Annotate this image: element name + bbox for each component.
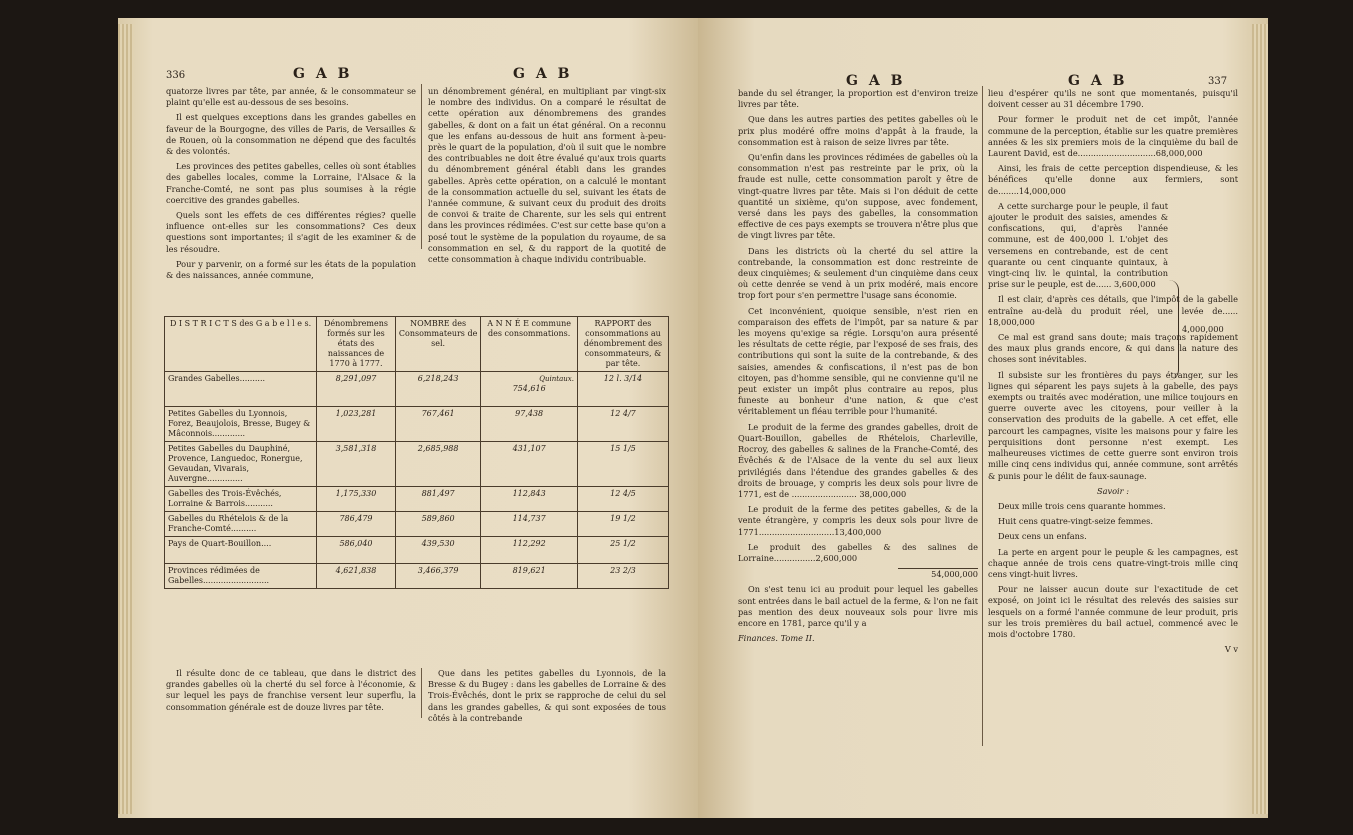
footer-volume: Finances. Tome II.: [738, 633, 815, 644]
paragraph: Que dans les petites gabelles du Lyonnois, de la Bresse & du Bugey : dans les gabelles de Lorraine & des Trois-Évêchés, dont le prix se rapproche de celui du sel dans les grandes gabelles, & qui sont exposées de tous côtés à la contrebande: [428, 668, 666, 723]
paragraph: Ce mal est grand sans doute; mais traçons rapidement des maux plus grands encore, & qui dans la nature des choses sont inévitables.: [988, 332, 1238, 365]
cell: 8,291,097: [317, 372, 396, 407]
cell: 12 4/5: [577, 487, 668, 512]
cell: 4,621,838: [317, 564, 396, 589]
cell: Petites Gabelles du Dauphiné, Provence, Languedoc, Ronergue, Gevaudan, Vivarais, Auvergne..............: [165, 442, 317, 487]
total-value: 54,000,000: [898, 568, 978, 580]
table-row: [165, 407, 669, 442]
page-number-left: 336: [166, 70, 186, 81]
cell: 2,685,988: [395, 442, 480, 487]
list-item: Huit cens quatre-vingt-seize femmes.: [998, 516, 1153, 527]
table-row: [165, 372, 669, 407]
cell: Gabelles des Trois-Évêchés, Lorraine & Barrois...........: [165, 487, 317, 512]
unit-note: Quintaux.: [539, 375, 574, 383]
running-head-right: G A B: [1068, 73, 1128, 89]
cell: 3,466,379: [395, 564, 480, 589]
cell: Gabelles du Rhételois & de la Franche-Comté..........: [165, 512, 317, 537]
paragraph: lieu d'espérer qu'ils ne sont que momentanés, puisqu'il doivent cesser au 31 décembre 1790.: [988, 88, 1238, 110]
cell: 589,860: [395, 512, 480, 537]
right-col2-text: [988, 88, 1238, 659]
paragraph: Le produit de la ferme des petites gabelles, & de la vente étrangère, y compris les deux sols pour livre de 1771.............................13,400,000: [738, 504, 978, 537]
paragraph: A cette surcharge pour le peuple, il faut ajouter le produit des saisies, amendes & confiscations, qui, d'après l'année commune, est de 400,000 l. L'objet des versemens en contrebande, est de cent quarante ou cent cinquante quintaux, à vingt-cinq liv. le quintal, la contribution prise sur le peuple, est de...... 3,600,000: [988, 200, 1168, 290]
header-annee: A N N É E commune des consommations.: [481, 317, 578, 372]
brace-total: 4,000,000: [1182, 324, 1224, 334]
cell: 112,843: [481, 487, 578, 512]
cell: 23 2/3: [577, 564, 668, 589]
list-item: Deux mille trois cens quarante hommes.: [998, 500, 1166, 511]
page-edge-right: [1252, 24, 1268, 814]
left-col1-text: [166, 86, 416, 285]
left-col2-text: [428, 86, 666, 269]
header-nombre: NOMBRE des Consommateurs de sel.: [395, 317, 480, 372]
districts-table: [164, 316, 669, 589]
paragraph: Il résulte donc de ce tableau, que dans le district des grandes gabelles où la cherté du sel force à l'économie, & sur lequel les pays de franchise versent leur superflu, la consommation générale est de douze livres par tête.: [166, 668, 416, 712]
signature-mark: V v: [1224, 644, 1238, 655]
cell: 767,461: [395, 407, 480, 442]
left-page: [118, 18, 698, 818]
cell: Petites Gabelles du Lyonnois, Forez, Beaujolois, Bresse, Bugey & Mâconnois.............: [165, 407, 317, 442]
table-row: [165, 512, 669, 537]
cell: 114,737: [481, 512, 578, 537]
cell: 12 l. 3/14: [577, 372, 668, 407]
paragraph: Que dans les autres parties des petites gabelles où le prix plus modéré offre moins d'appât à la fraude, la consommation est à raison de seize livres par tête.: [738, 114, 978, 147]
list-title: Savoir :: [1097, 485, 1129, 496]
paragraph: Il est quelques exceptions dans les grandes gabelles en faveur de la Bourgogne, des villes de Paris, de Versailles & de Rouen, où la consommation ne dépend que des facultés & des volontés.: [166, 112, 416, 157]
cell: 3,581,318: [317, 442, 396, 487]
header-districts: D I S T R I C T S des G a b e l l e s.: [165, 317, 317, 372]
header-rapport: RAPPORT des consommations au dénombrement des consommateurs, & par tête.: [577, 317, 668, 372]
table-header-row: [165, 317, 669, 372]
column-rule: [982, 86, 983, 746]
paragraph: Le produit des gabelles & des salines de Lorraine................2,600,000: [738, 541, 978, 563]
cell: 112,292: [481, 537, 578, 564]
cell: 1,175,330: [317, 487, 396, 512]
cell: 6,218,243: [395, 372, 480, 407]
right-page: [698, 18, 1268, 818]
column-rule: [421, 668, 422, 718]
paragraph: Pour ne laisser aucun doute sur l'exactitude de cet exposé, on joint ici le résultat des relevés des saisies sur lesquels on a formé l'année commune de leur produit, pris sur les trois premières du bail actuel, commencé avec le mois d'octobre 1780.: [988, 584, 1238, 639]
paragraph: Dans les districts où la cherté du sel attire la contrebande, la consommation est donc restreinte de deux cinquièmes; & seulement d'un cinquième dans ceux où cette denrée se vend à un prix modéré, mais encore trop fort pour s'en permettre l'usage sans économie.: [738, 245, 978, 301]
paragraph: On s'est tenu ici au produit pour lequel les gabelles sont entrées dans le bail actuel de la ferme, & l'on ne fait pas mention des deux nouveaux sols pour livre mis encore en 1781, parce qu'il y a: [738, 584, 978, 628]
paragraph: Ainsi, les frais de cette perception dispendieuse, & les bénéfices qu'elle donne aux fermiers, sont de........14,000,000: [988, 163, 1238, 196]
cell: 19 1/2: [577, 512, 668, 537]
cell: 97,438: [481, 407, 578, 442]
cell: Provinces rédimées de Gabelles..........................: [165, 564, 317, 589]
list-item: Deux cens un enfans.: [998, 531, 1087, 542]
cell: [165, 372, 317, 407]
cell: 431,107: [481, 442, 578, 487]
cell: 12 4/7: [577, 407, 668, 442]
table-row: [165, 564, 669, 589]
paragraph: bande du sel étranger, la proportion est d'environ treize livres par tête.: [738, 88, 978, 110]
column-rule: [421, 84, 422, 249]
cell: 586,040: [317, 537, 396, 564]
cell: [481, 372, 578, 407]
cell: 25 1/2: [577, 537, 668, 564]
page-number-right: 337: [1208, 76, 1228, 87]
cell: 819,621: [481, 564, 578, 589]
running-head-left: G A B: [293, 66, 353, 82]
paragraph: Pour former le produit net de cet impôt, l'année commune de la perception, établie sur les quatre premières années & les six premiers mois de la cinquième du bail de Laurent David, est de..............................68,000,000: [988, 114, 1238, 159]
cell-text: 754,616: [512, 384, 546, 393]
cell: 881,497: [395, 487, 480, 512]
table-row: [165, 537, 669, 564]
table-row: [165, 487, 669, 512]
paragraph: Il subsiste sur les frontières du pays étranger, sur les lignes qui séparent les pays sujets à la gabelle, des pays exempts ou traités avec modération, une milice toujours en guerre ouverte avec les citoyens, pour veiller à la conservation des produits de la gabelle. A cet effet, elle parcourt les campagnes, visite les maisons pour y faire les perquisitions dont personne n'est exempt. Les malheureuses victimes de cette guerre sont environ trois mille cinq cens individus qui, année commune, sont arrêtés & punis pour le délit de faux-saunage.: [988, 369, 1238, 481]
left-bottom-col1: [166, 668, 416, 717]
cell: 1,023,281: [317, 407, 396, 442]
cell: Pays de Quart-Bouillon....: [165, 537, 317, 564]
paragraph: Il est clair, d'après ces détails, que l'impôt de la gabelle entraîne au-delà du produit réel, une levée de...... 18,000,000: [988, 294, 1238, 327]
brace: [1168, 280, 1179, 380]
paragraph: Le produit de la ferme des grandes gabelles, droit de Quart-Bouillon, gabelles de Rhételois, Charleville, Rocroy, des gabelles & salines de la Franche-Comté, des Évêchés & de l'Alsace de la vente du sel aux lieux privilégiés dans l'étendue des grandes gabelles & des droits de brouage, y compris les deux sols pour livre de 1771, est de ......................... 38,000,000: [738, 421, 978, 499]
cell: 439,530: [395, 537, 480, 564]
paragraph: Pour y parvenir, on a formé sur les états de la population & des naissances, année commune,: [166, 258, 416, 281]
paragraph: Quels sont les effets de ces différentes régies? quelle influence ont-elles sur les consommations? Ces deux questions sont importantes; il s'agit de les examiner & de les résoudre.: [166, 210, 416, 254]
right-col1-text: [738, 88, 978, 648]
table-row: [165, 442, 669, 487]
header-denombremens: Dénombremens formés sur les états des naissances de 1770 à 1777.: [317, 317, 396, 372]
page-edge-left: [118, 24, 134, 814]
cell: 786,479: [317, 512, 396, 537]
cell-text: Grandes Gabelles..........: [168, 374, 266, 383]
paragraph: quatorze livres par tête, par année, & le consommateur se plaint qu'elle est au-dessous de ses besoins.: [166, 86, 416, 108]
running-head-left: G A B: [846, 73, 906, 89]
paragraph: Cet inconvénient, quoique sensible, n'est rien en comparaison des effets de l'impôt, par sa nature & par les moyens qu'exige sa régie. Lorsqu'on aura présenté les résultats de cette régie, par l'exposé de ses frais, des contributions qui sont la suite de la contrebande, & des saisies, amendes & confiscations, il n'est pas de bon citoyen, pas d'homme sensible, qui ne convienne qu'il ne peut exister un impôt plus contraire au repos, plus funeste au bonheur d'une nation, & que c'est véritablement un fléau terrible pour l'humanité.: [738, 305, 978, 417]
paragraph: La perte en argent pour le peuple & les campagnes, est chaque année de trois cens quatre-vingt-trois mille cinq cens vingt-huit livres.: [988, 546, 1238, 579]
running-head-right: G A B: [513, 66, 573, 82]
paragraph: Les provinces des petites gabelles, celles où sont établies des gabelles locales, comme la Lorraine, l'Alsace & la Franche-Comté, ne sont pas plus soumises à la régie coercitive des grandes gabelles.: [166, 161, 416, 205]
paragraph: un dénombrement général, en multipliant par vingt-six le nombre des individus. On a comparé le résultat de cette opération aux dénombremens des grandes gabelles, & dont on a fait un état général. On a reconnu que les enfans au-dessous de huit ans forment à-peu-près le quart de la population, d'où il suit que le nombre des contribuables ne doit être évalué qu'aux trois quarts du dénombrement général établi dans les grandes gabelles. Après cette opération, on a calculé le montant de la consommation actuelle du sel, suivant les états de l'année commune, & suivant ceux du produit des droits de convoi & traite de Charente, sur les sels qui entrent dans les provinces rédimées. C'est sur cette base qu'on a posé tout le système de la population du royaume, de sa consommation en sel, & du rapport de la quotité de cette consommation à chaque individu contribuable.: [428, 86, 666, 265]
paragraph: Qu'enfin dans les provinces rédimées de gabelles où la consommation n'est pas restreinte par le prix, où la fraude est nulle, cette consommation paroît y être de vingt-quatre livres par tête. Mais si l'on déduit de cette quantité un sixième, qu'on suppose, avec fondement, versé dans les pays des gabelles, la consommation effective de ces pays exempts se trouvera n'être plus que de vingt livres par tête.: [738, 152, 978, 241]
cell: 15 1/5: [577, 442, 668, 487]
open-book: [118, 18, 1268, 818]
left-bottom-col2: [428, 668, 666, 728]
